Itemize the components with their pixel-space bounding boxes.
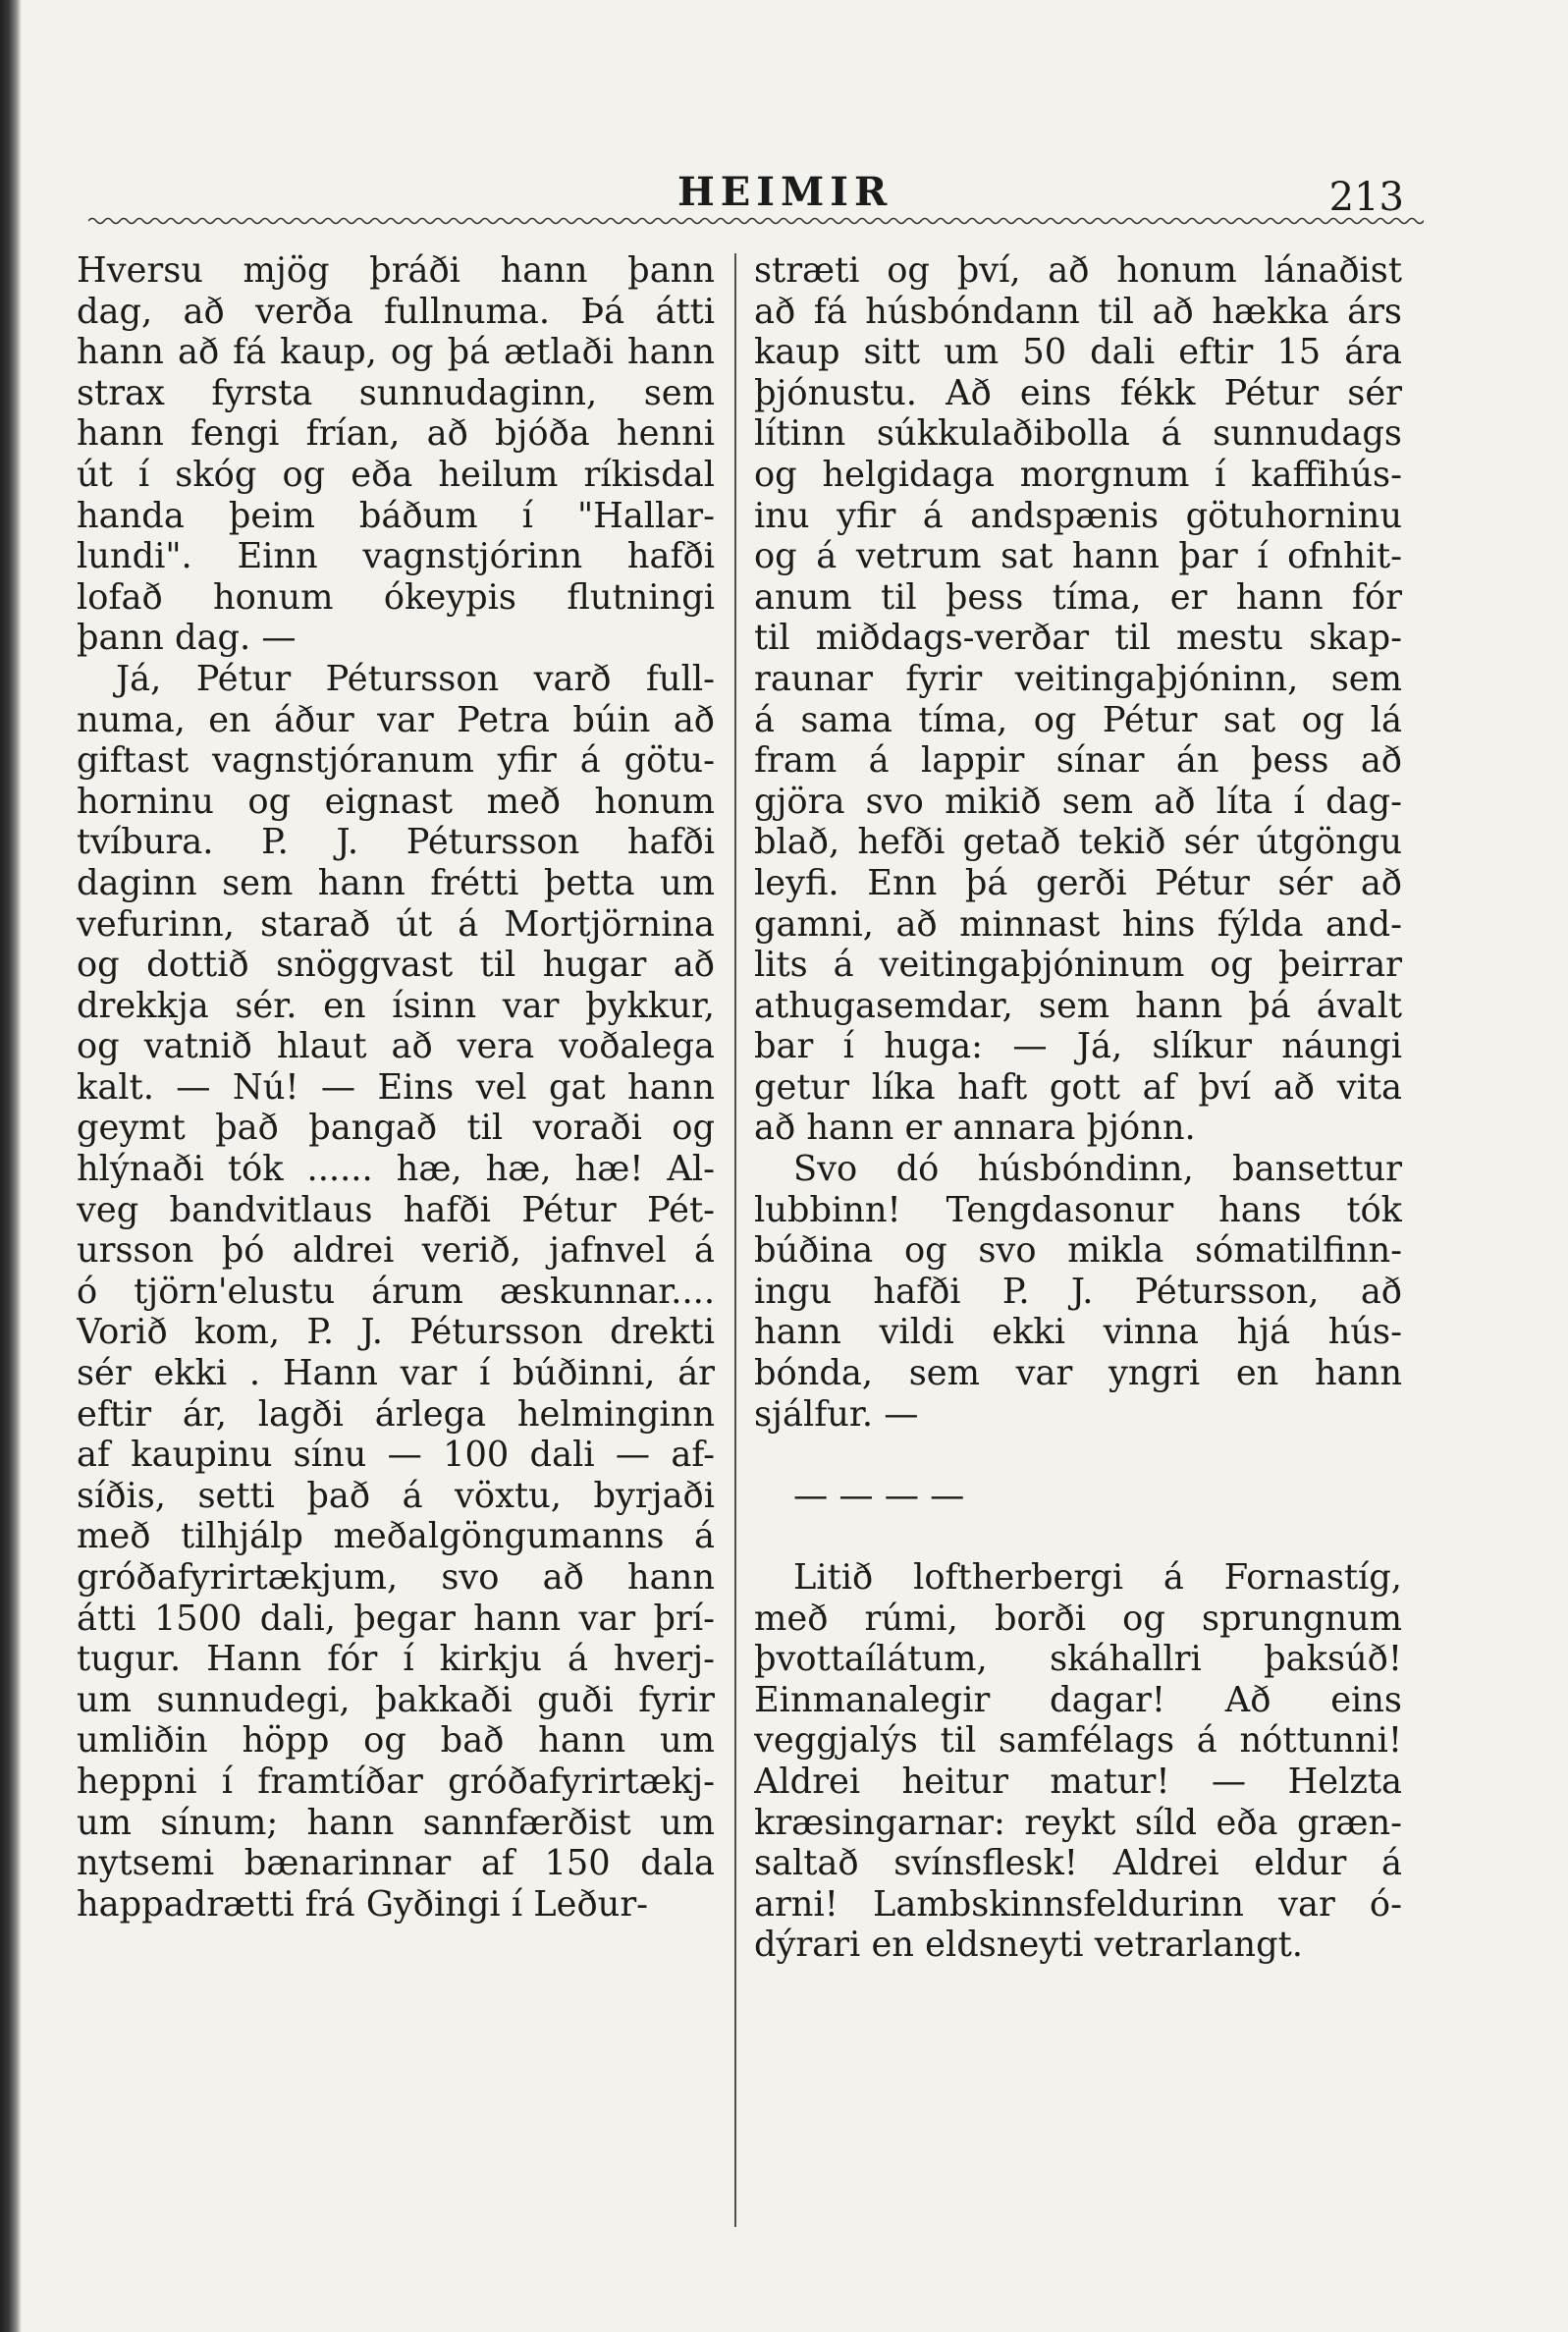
text-line: ursson þó aldrei verið, jafnvel á [77, 1230, 715, 1272]
text-line: og dottið snöggvast til hugar að [77, 945, 715, 986]
text-line: og vatnið hlaut að vera voðalega [77, 1026, 715, 1067]
text-line: um sínum; hann sannfærðist um [77, 1802, 715, 1843]
left-column [77, 250, 715, 1925]
text-line: lubbinn! Tengdasonur hans tók [754, 1189, 1402, 1230]
text-line: fram á lappir sínar án þess að [754, 740, 1402, 782]
text-line: Já, Pétur Pétursson varð full- [116, 658, 715, 699]
text-line: með rúmi, borði og sprungnum [754, 1598, 1402, 1639]
text-line: drekkja sér. en ísinn var þykkur, [77, 985, 715, 1026]
text-line: Einmanalegir dagar! Að eins [754, 1679, 1402, 1720]
text-line: Vorið kom, P. J. Pétursson drekti [77, 1312, 715, 1353]
text-line: og á vetrum sat hann þar í ofnhit- [754, 536, 1402, 577]
text-line: horninu og eignast með honum [77, 781, 715, 822]
text-line: geymt það þangað til voraði og [77, 1108, 715, 1149]
text-line: dag, að verða fullnuma. Þá átti [77, 291, 715, 332]
text-line: daginn sem hann frétti þetta um [77, 862, 715, 903]
text-line: búðina og svo mikla sómatilfinn- [754, 1230, 1402, 1272]
text-line: — — — — [793, 1475, 965, 1516]
header-wavy-rule [88, 214, 1424, 228]
text-line: út í skóg og eða heilum ríkisdal [77, 454, 715, 495]
text-line: eftir ár, lagði árlega helminginn [77, 1393, 715, 1435]
text-line: sjálfur. — [754, 1393, 919, 1435]
text-line: um sunnudegi, þakkaði guði fyrir [77, 1679, 715, 1720]
text-line: og helgidaga morgnum í kaffihús- [754, 454, 1402, 495]
text-line: veg bandvitlaus hafði Pétur Pét- [77, 1189, 715, 1230]
text-line: sér ekki . Hann var í búðinni, ár [77, 1353, 715, 1394]
text-line: handa þeim báðum í "Hallar- [77, 495, 715, 536]
text-line: af kaupinu sínu — 100 dali — af- [77, 1435, 715, 1476]
text-line: að fá húsbóndann til að hækka árs [754, 291, 1402, 332]
text-line: með tilhjálp meðalgöngumanns á [77, 1516, 715, 1557]
text-line: lundi". Einn vagnstjórinn hafði [77, 536, 715, 577]
text-line: hann fengi frían, að bjóða henni [77, 413, 715, 455]
text-line: hann vildi ekki vinna hjá hús- [754, 1312, 1402, 1353]
text-line: hann að fá kaup, og þá ætlaði hann [77, 332, 715, 373]
text-line: ingu hafði P. J. Pétursson, að [754, 1271, 1402, 1312]
text-line: vefurinn, starað út á Mortjörnina [77, 903, 715, 945]
text-line [754, 1435, 1402, 1476]
text-line: dýrari en eldsneyti vetrarlangt. [754, 1925, 1303, 1966]
text-line: umliðin höpp og bað hann um [77, 1720, 715, 1762]
text-line: anum til þess tíma, er hann fór [754, 576, 1402, 618]
text-line: að hann er annara þjónn. [754, 1108, 1196, 1149]
text-line: átti 1500 dali, þegar hann var þrí- [77, 1598, 715, 1639]
text-line: gjöra svo mikið sem að líta í dag- [754, 781, 1402, 822]
running-title: HEIMIR [677, 169, 893, 215]
text-line: lits á veitingaþjóninum og þeirrar [754, 945, 1402, 986]
text-line: gróðafyrirtækjum, svo að hann [77, 1557, 715, 1598]
text-line: Litið loftherbergi á Fornastíg, [793, 1557, 1402, 1598]
text-line: leyfi. Enn þá gerði Pétur sér að [754, 862, 1402, 903]
text-line: á sama tíma, og Pétur sat og lá [754, 699, 1402, 740]
text-line: giftast vagnstjóranum yfir á götu- [77, 740, 715, 782]
text-line: tvíbura. P. J. Pétursson hafði [77, 822, 715, 863]
text-line: strax fyrsta sunnudaginn, sem [77, 372, 715, 413]
text-line: heppni í framtíðar gróðafyrirtækj- [77, 1761, 715, 1802]
text-line: getur líka haft gott af því að vita [754, 1066, 1402, 1108]
text-line: saltað svínsflesk! Aldrei eldur á [754, 1843, 1402, 1884]
text-line: lítinn súkkulaðibolla á sunnudags [754, 413, 1402, 455]
text-line: blað, hefði getað tekið sér útgöngu [754, 822, 1402, 863]
text-line: gamni, að minnast hins fýlda and- [754, 903, 1402, 945]
text-line: ó tjörn'elustu árum æskunnar.... [77, 1271, 715, 1312]
text-line: til miðdags-verðar til mestu skap- [754, 618, 1402, 659]
text-line: bar í huga: — Já, slíkur náungi [754, 1026, 1402, 1067]
text-line: Hversu mjög þráði hann þann [77, 250, 715, 291]
text-line [754, 1516, 1402, 1557]
page-number: 213 [1328, 175, 1404, 220]
text-line: bónda, sem var yngri en hann [754, 1353, 1402, 1394]
text-line: veggjalýs til samfélags á nóttunni! [754, 1720, 1402, 1762]
text-line: arni! Lambskinnsfeldurinn var ó- [754, 1883, 1402, 1925]
page-binding-edge [0, 0, 22, 2332]
text-line: þvottaílátum, skáhallri þaksúð! [754, 1639, 1402, 1680]
text-line: kræsingarnar: reykt síld eða græn- [754, 1802, 1402, 1843]
text-line: þjónustu. Að eins fékk Pétur sér [754, 372, 1402, 413]
text-line: kalt. — Nú! — Eins vel gat hann [77, 1066, 715, 1108]
text-line: nytsemi bænarinnar af 150 dala [77, 1843, 715, 1884]
text-line: stræti og því, að honum lánaðist [754, 250, 1402, 291]
column-divider [734, 253, 736, 2227]
text-line: hlýnaði tók ...... hæ, hæ, hæ! Al- [77, 1149, 715, 1190]
text-line: Svo dó húsbóndinn, bansettur [793, 1149, 1402, 1190]
text-line: síðis, setti það á vöxtu, byrjaði [77, 1475, 715, 1516]
text-line: Aldrei heitur matur! — Helzta [754, 1761, 1402, 1802]
text-line: numa, en áður var Petra búin að [77, 699, 715, 740]
text-line: tugur. Hann fór í kirkju á hverj- [77, 1639, 715, 1680]
text-line: inu yfir á andspænis götuhorninu [754, 495, 1402, 536]
text-line: lofað honum ókeypis flutningi [77, 576, 715, 618]
text-line: raunar fyrir veitingaþjóninn, sem [754, 658, 1402, 699]
right-column [754, 250, 1402, 1966]
text-line: happadrætti frá Gyðingi í Leður- [77, 1883, 649, 1925]
text-line: kaup sitt um 50 dali eftir 15 ára [754, 332, 1402, 373]
text-line: þann dag. — [77, 618, 297, 659]
text-line: athugasemdar, sem hann þá ávalt [754, 985, 1402, 1026]
